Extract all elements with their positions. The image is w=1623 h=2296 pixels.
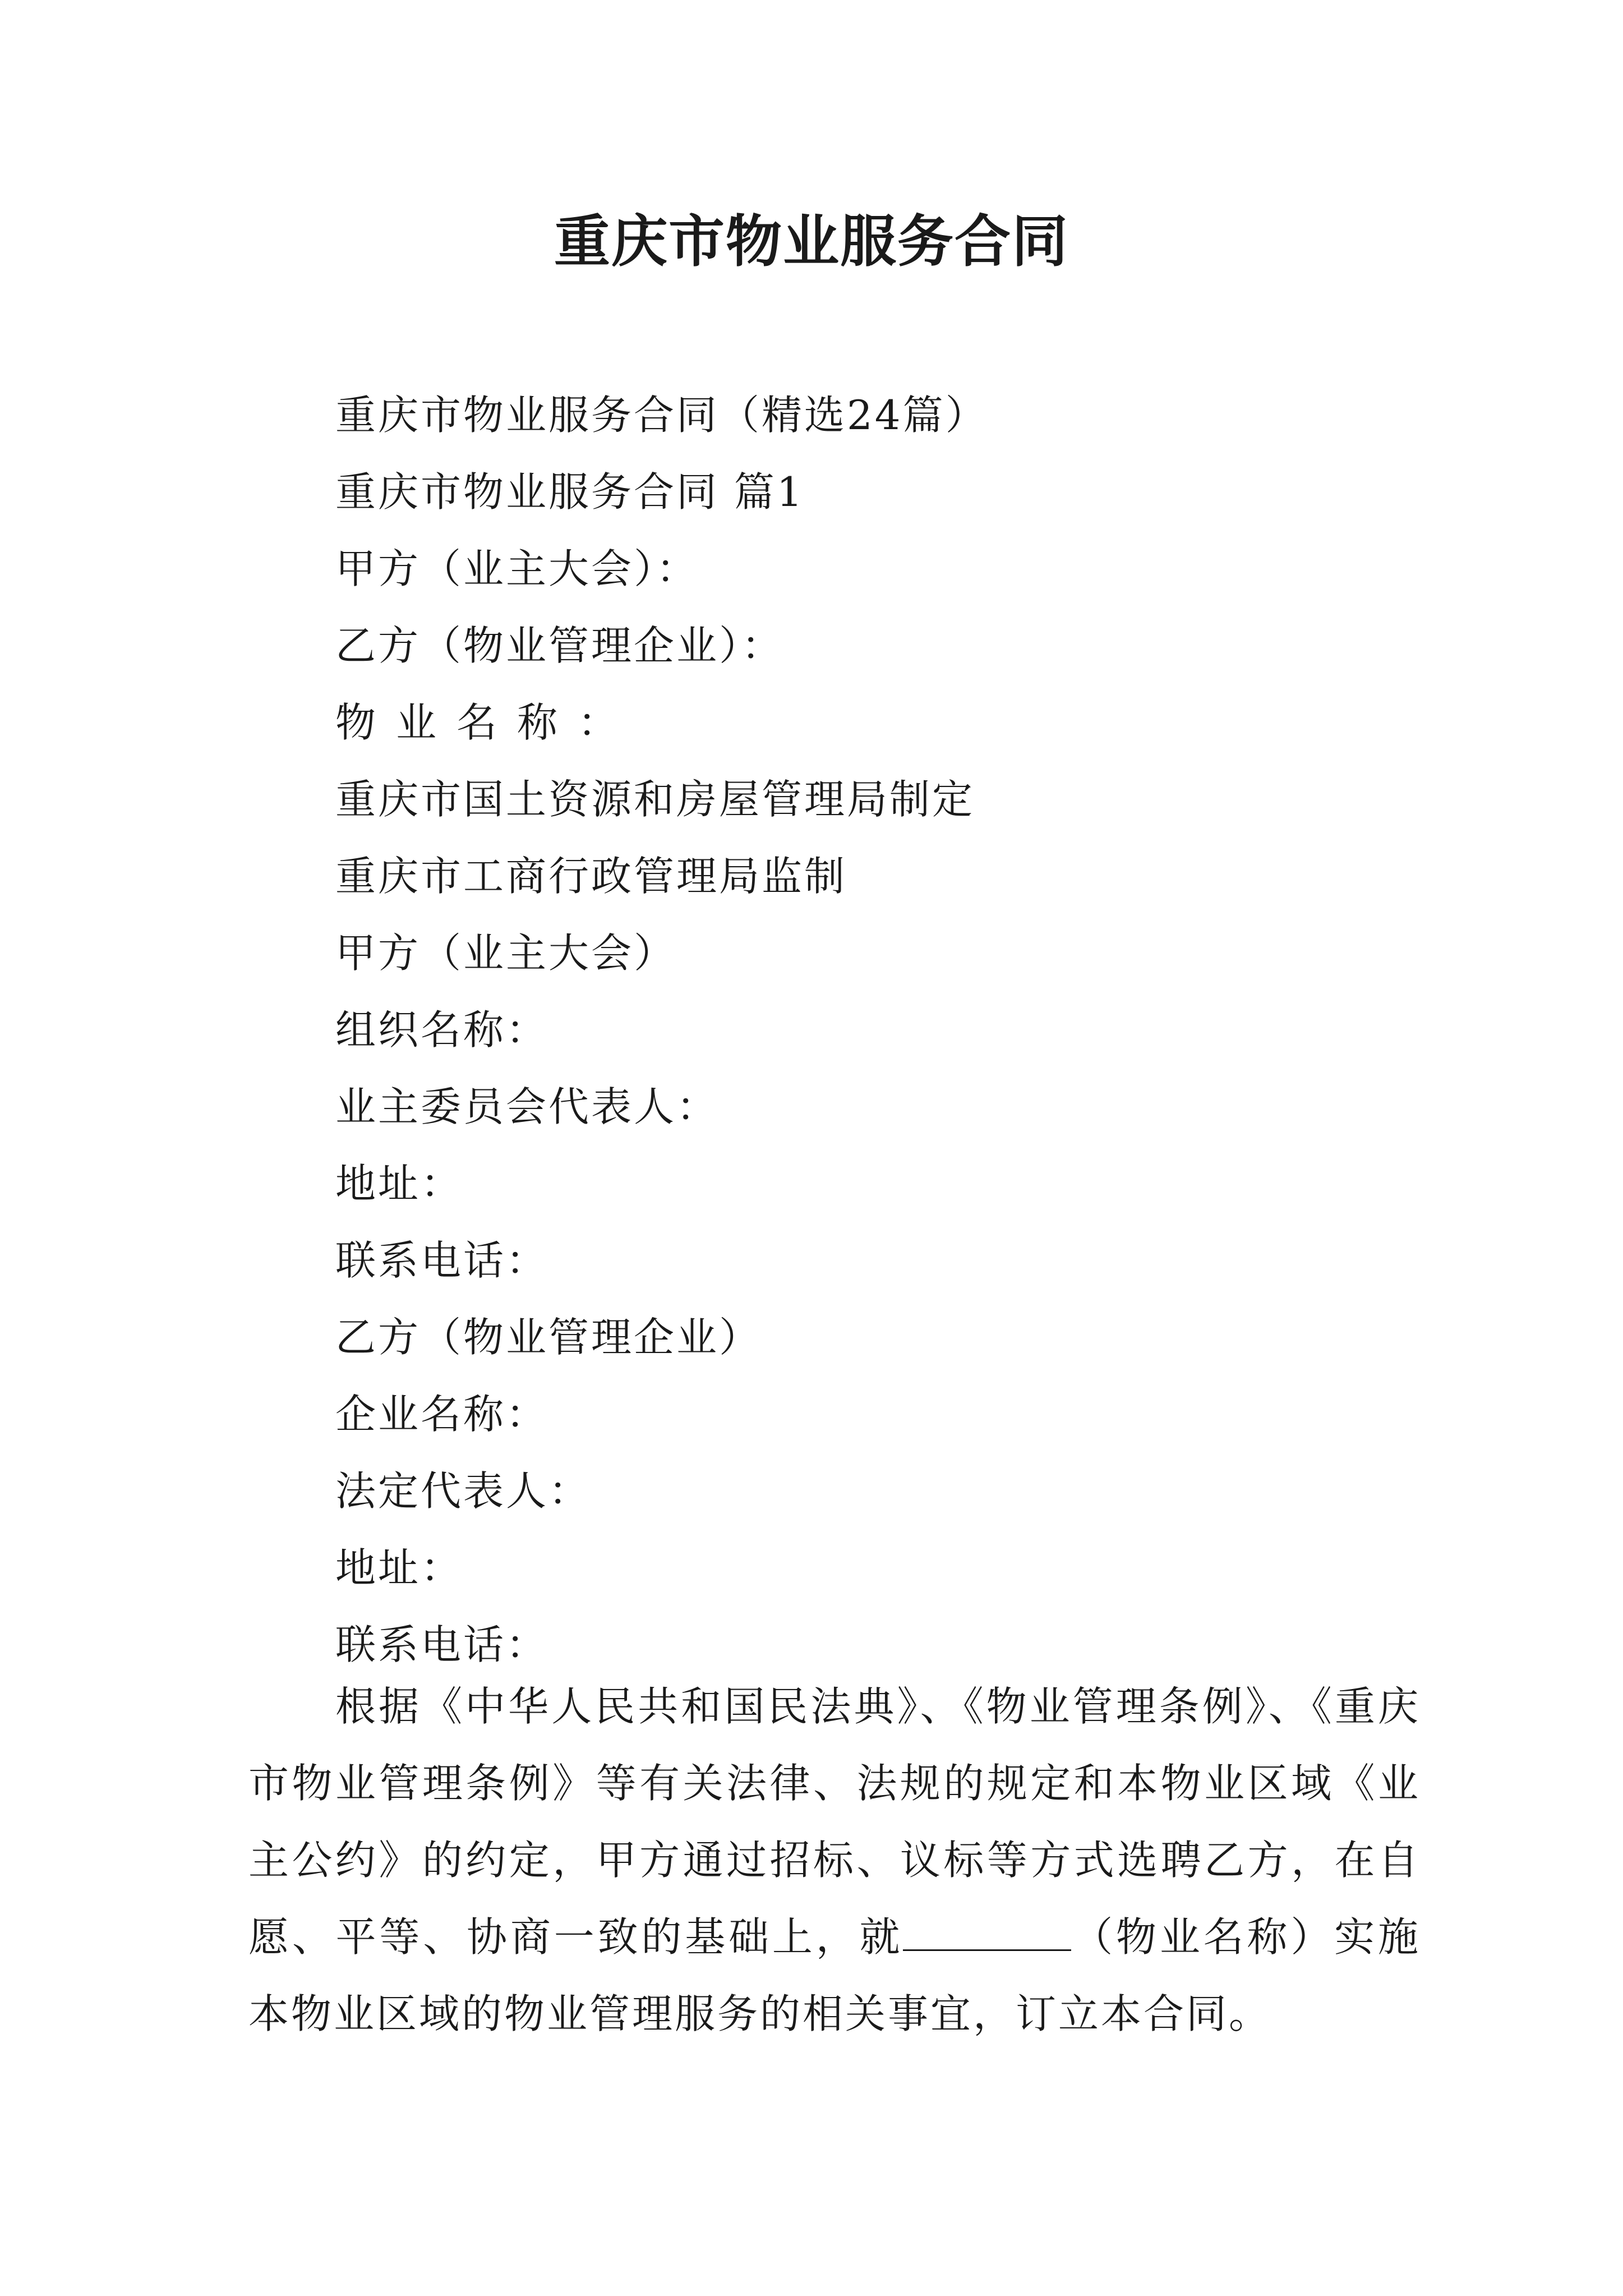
formulated-by-line: 重庆市国土资源和房屋管理局制定 [335,776,975,823]
party-b-phone-line: 联系电话： [335,1621,549,1668]
company-name-line: 企业名称： [335,1391,549,1438]
committee-representative-line: 业主委员会代表人： [335,1083,720,1130]
legal-representative-line: 法定代表人： [335,1467,592,1515]
party-b-line: 乙方（物业管理企业）： [335,622,785,669]
party-b-heading: 乙方（物业管理企业） [335,1314,762,1361]
property-name-blank [903,1910,1071,1951]
property-name-line: 物业名称： [335,699,639,746]
paragraph-text-end: （物业名称）实施本物业区域的物业管理服务的相关事宜，订立本合同。 [248,1913,1421,2037]
party-b-address-line: 地址： [335,1544,464,1591]
paragraph-text-start: 根据《中华人民共和国民法典》、《物业管理条例》、《重庆市物业管理条例》等有关法律、法规的规定和本物业区域《业主公约》的约定，甲方通过招标、议标等方式选聘乙方，在自愿、平等、协商一致的基础上，就 [248,1683,1421,1961]
document-lines [335,377,1401,1683]
subtitle-line: 重庆市物业服务合同（精选24篇） [335,392,988,439]
party-a-phone-line: 联系电话： [335,1237,549,1284]
section-heading: 重庆市物业服务合同 篇1 [335,468,805,516]
document-title: 重庆市物业服务合同 [554,208,1069,274]
party-a-heading: 甲方（业主大会） [335,930,677,977]
party-a-address-line: 地址： [335,1160,464,1207]
organization-name-line: 组织名称： [335,1006,549,1053]
agreement-paragraph [248,1668,1421,2053]
party-a-line: 甲方（业主大会）： [335,545,699,592]
supervised-by-line: 重庆市工商行政管理局监制 [335,853,847,900]
